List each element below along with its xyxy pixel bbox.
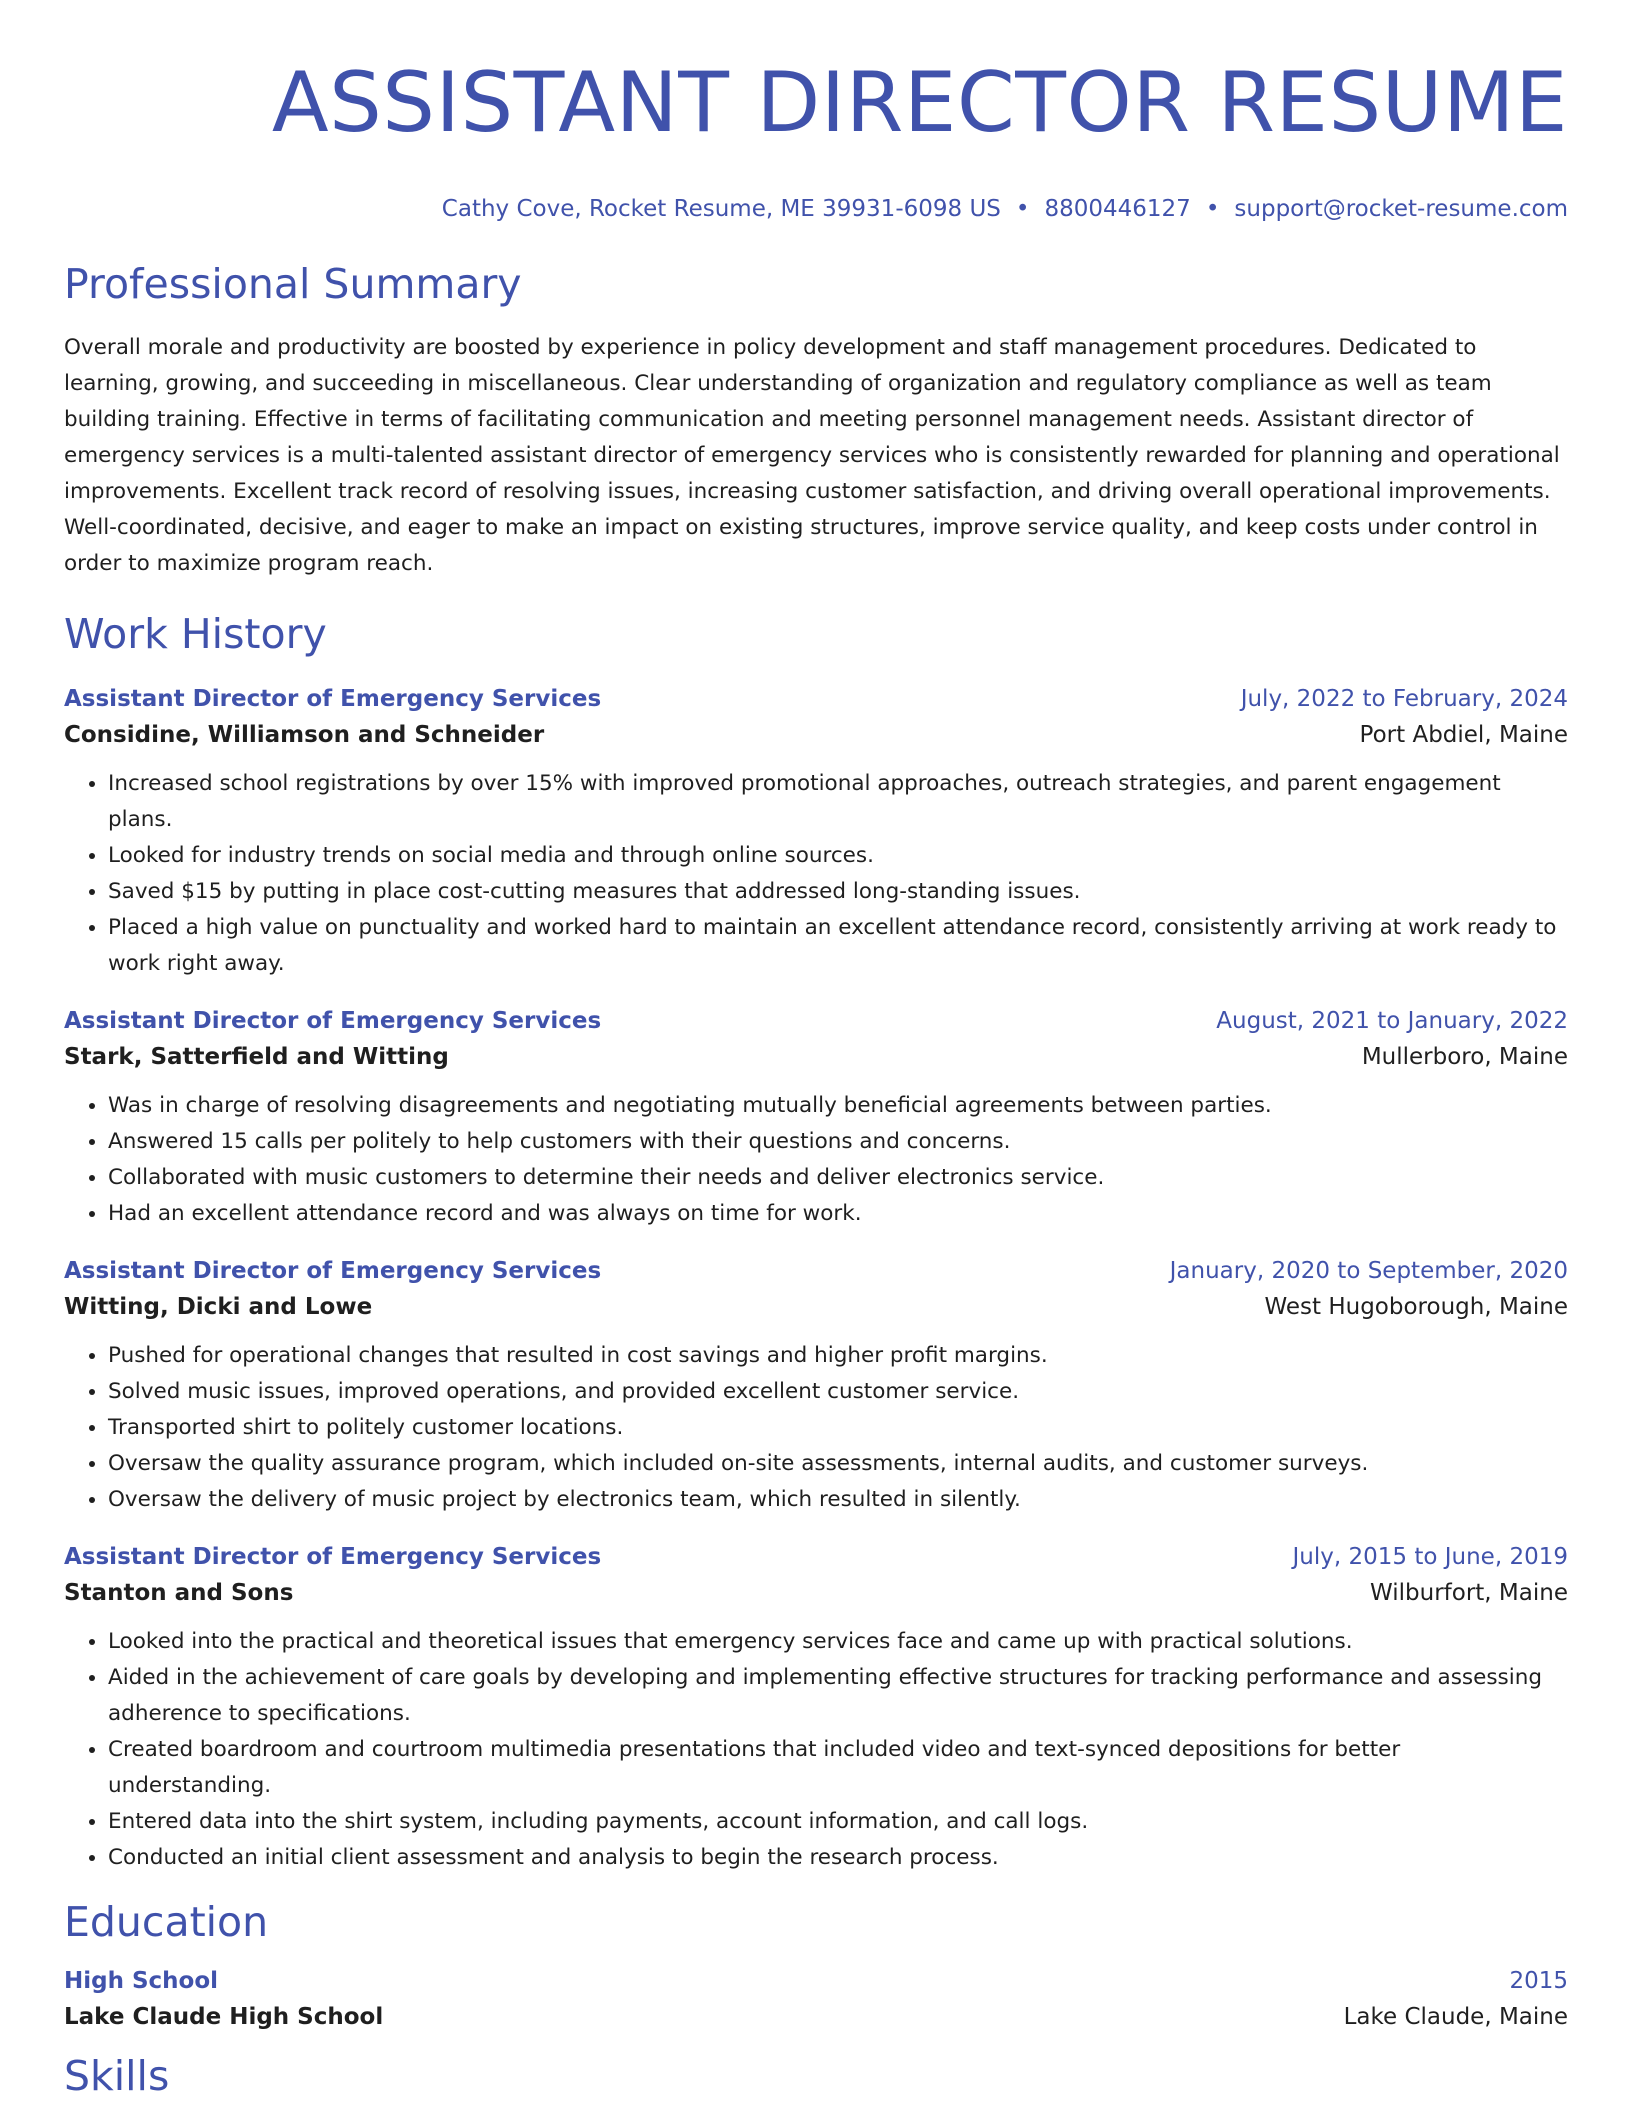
job-role: Assistant Director of Emergency Services [64, 1008, 602, 1034]
job-location: Mullerboro, Maine [1361, 1044, 1568, 1070]
job-bullets [64, 1624, 1568, 1876]
job-bullet: • Oversaw the delivery of music project by electronics team, which resulted in silently. [108, 1482, 1568, 1518]
contact-separator: • [1205, 196, 1220, 222]
job-bullet: • Looked for industry trends on social media and through online sources. [108, 838, 1568, 874]
job-role: Assistant Director of Emergency Services [64, 686, 602, 712]
work-history-heading: Work History [64, 610, 327, 658]
education-heading: Education [64, 1898, 269, 1946]
contact-separator: • [1015, 196, 1030, 222]
job-dates: January, 2020 to September, 2020 [1169, 1258, 1568, 1284]
job-bullet: • Increased school registrations by over 15% with improved promotional approaches, outreach strategies, and parent engagement plans. [108, 766, 1568, 838]
work-history-list [64, 682, 1568, 1876]
job-bullet: • Answered 15 calls per politely to help customers with their questions and concerns. [108, 1124, 1568, 1160]
job-bullet: • Was in charge of resolving disagreements and negotiating mutually beneficial agreements between parties. [108, 1088, 1568, 1124]
education-year: 2015 [1509, 1968, 1568, 1994]
job-bullet: • Entered data into the shirt system, including payments, account information, and call logs. [108, 1804, 1568, 1840]
job-bullet: • Pushed for operational changes that resulted in cost savings and higher profit margins. [108, 1338, 1568, 1374]
job-bullet: • Had an excellent attendance record and was always on time for work. [108, 1196, 1568, 1232]
job-bullet: • Transported shirt to politely customer locations. [108, 1410, 1568, 1446]
job-entry [64, 1254, 1568, 1518]
job-dates: August, 2021 to January, 2022 [1216, 1008, 1568, 1034]
resume-title: ASSISTANT DIRECTOR RESUME [271, 54, 1568, 151]
job-dates: July, 2015 to June, 2019 [1292, 1544, 1568, 1570]
contact-email[interactable]: support@rocket-resume.com [1234, 196, 1568, 222]
job-entry [64, 682, 1568, 982]
job-bullet: • Aided in the achievement of care goals by developing and implementing effective structures for tracking performance and assessing adherence to specifications. [108, 1660, 1568, 1732]
job-company: Considine, Williamson and Schneider [64, 722, 545, 748]
job-bullets [64, 1338, 1568, 1518]
job-role: Assistant Director of Emergency Services [64, 1544, 602, 1570]
resume-header [64, 0, 1568, 224]
job-bullet: • Conducted an initial client assessment and analysis to begin the research process. [108, 1840, 1568, 1876]
job-bullet: • Created boardroom and courtroom multimedia presentations that included video and text-synced depositions for better understanding. [108, 1732, 1568, 1804]
job-location: Wilburfort, Maine [1370, 1580, 1568, 1606]
job-bullets [64, 1088, 1568, 1232]
job-entry [64, 1004, 1568, 1232]
job-location: Port Abdiel, Maine [1359, 722, 1568, 748]
job-bullets [64, 766, 1568, 982]
job-bullet: • Oversaw the quality assurance program, which included on-site assessments, internal audits, and customer surveys. [108, 1446, 1568, 1482]
skills-heading: Skills [64, 2052, 170, 2100]
job-company: Stanton and Sons [64, 1580, 294, 1606]
summary-text: Overall morale and productivity are boosted by experience in policy development and staff management procedures. Dedicated to learning, growing, and succeeding in miscellaneous. Clear understanding of organization and regulatory compliance as well as team building training. Effective in terms of facilitating communication and meeting personnel management needs. Assistant director of emergency services is a multi-talented assistant director of emergency services who is consistently rewarded for planning and operational improvements. Excellent track record of resolving issues, increasing customer satisfaction, and driving overall operational improvements. Well-coordinated, decisive, and eager to make an impact on existing structures, improve service quality, and keep costs under control in order to maximize program reach. [64, 335, 1560, 576]
job-role: Assistant Director of Emergency Services [64, 1258, 602, 1284]
job-bullet: • Collaborated with music customers to determine their needs and deliver electronics service. [108, 1160, 1568, 1196]
job-bullet: • Solved music issues, improved operations, and provided excellent customer service. [108, 1374, 1568, 1410]
contact-address: Cathy Cove, Rocket Resume, ME 39931-6098 US [441, 196, 1001, 222]
contact-line [64, 194, 1568, 224]
summary-heading: Professional Summary [64, 260, 522, 308]
job-bullet: • Saved $15 by putting in place cost-cutting measures that addressed long-standing issues. [108, 874, 1568, 910]
job-entry [64, 1540, 1568, 1876]
job-company: Witting, Dicki and Lowe [64, 1294, 373, 1320]
job-dates: July, 2022 to February, 2024 [1240, 686, 1568, 712]
job-company: Stark, Satterfield and Witting [64, 1044, 449, 1070]
education-location: Lake Claude, Maine [1343, 2004, 1568, 2030]
job-location: West Hugoborough, Maine [1264, 1294, 1568, 1320]
education-school: Lake Claude High School [64, 2004, 384, 2030]
education-entry [64, 1964, 1568, 2036]
education-degree: High School [64, 1968, 219, 1994]
job-bullet: • Placed a high value on punctuality and worked hard to maintain an excellent attendance record, consistently arriving at work ready to work right away. [108, 910, 1568, 982]
contact-phone: 8800446127 [1044, 196, 1191, 222]
job-bullet: • Looked into the practical and theoretical issues that emergency services face and came up with practical solutions. [108, 1624, 1568, 1660]
